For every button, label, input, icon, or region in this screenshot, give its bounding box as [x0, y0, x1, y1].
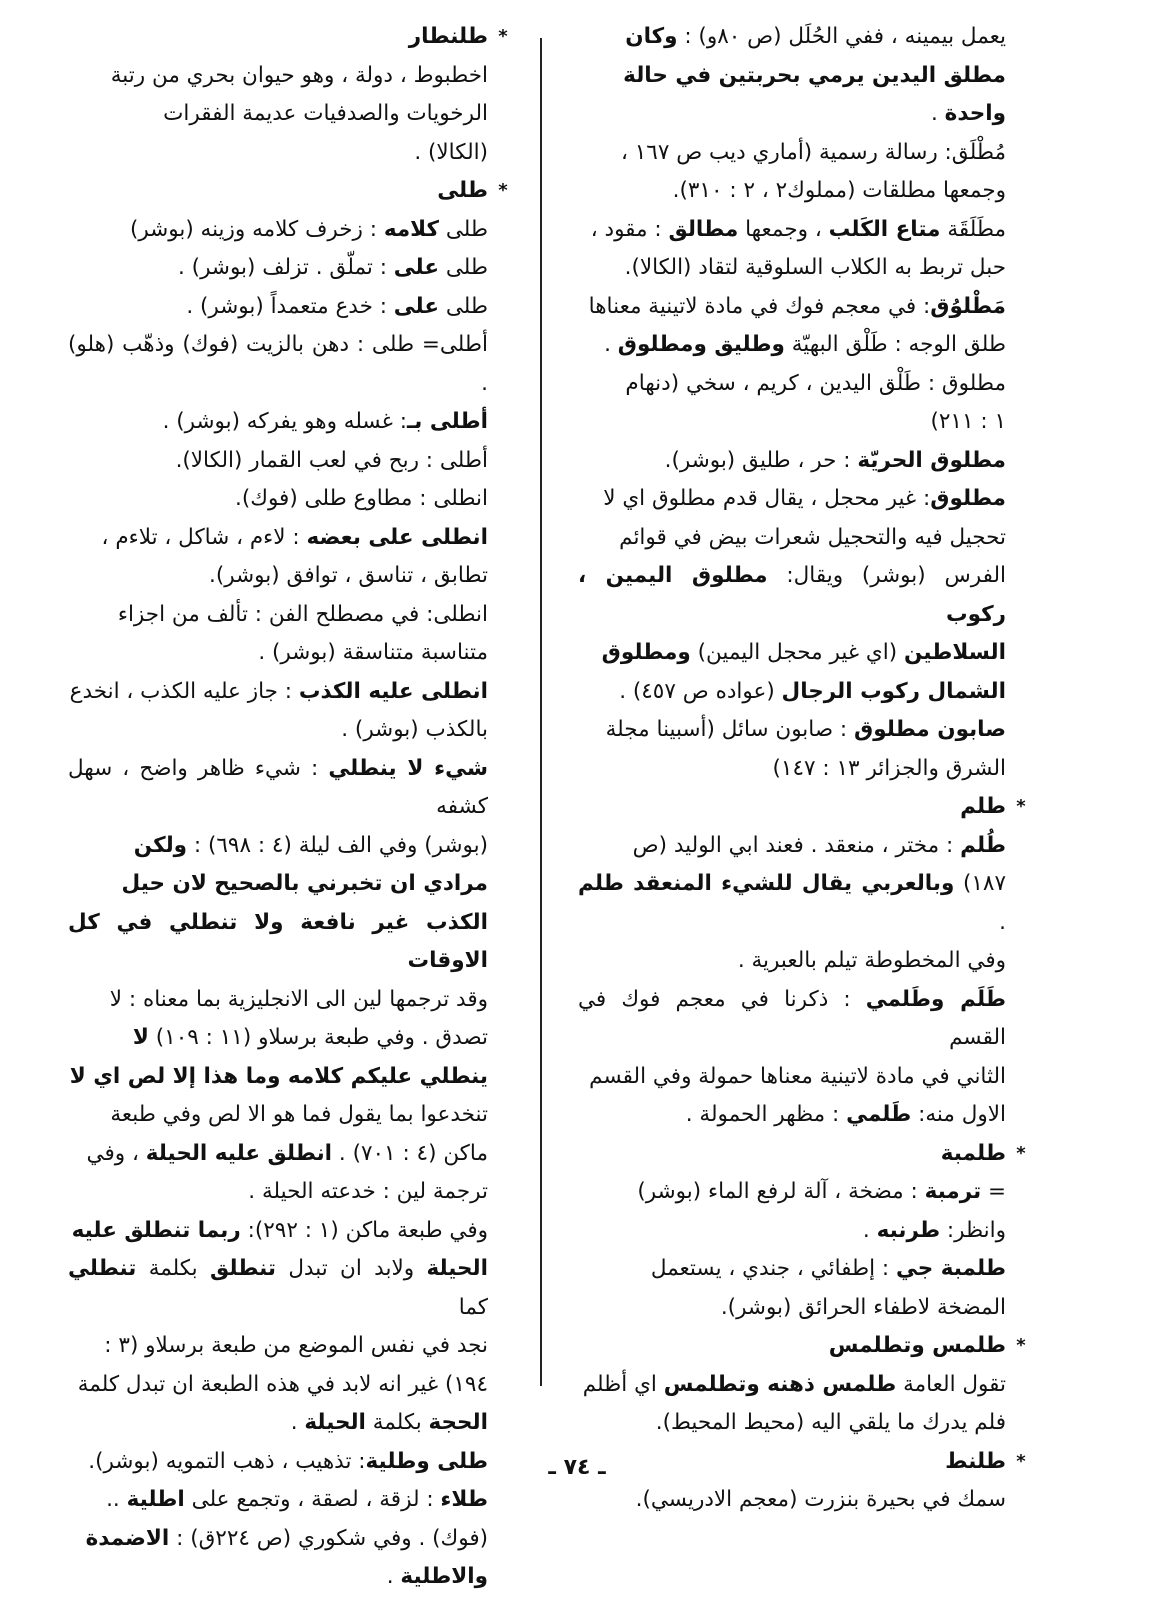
entry-line: والاطلية . — [386, 1564, 488, 1589]
entry-line: صابون مطلوق : صابون سائل (أسبينا مجلة — [605, 717, 1006, 742]
entry-line: طلى على : خدع متعمداً (بوشر) . — [186, 293, 488, 319]
asterisk-icon: * — [498, 26, 508, 47]
entry-line: سمك في بحيرة بنزرت (معجم الادريسي). — [635, 1487, 1006, 1512]
entry-line: أطلى= طلى : دهن بالزيت (فوك) وذهّب (هلو) . — [68, 332, 488, 396]
entry-headword — [578, 788, 1026, 827]
entry-line: ١ : ٢١١) — [930, 409, 1006, 434]
entry-line: = ترمبة : مضخة ، آلة لرفع الماء (بوشر) — [637, 1179, 1006, 1204]
entry-headword — [578, 1135, 1026, 1174]
left-column — [68, 18, 508, 1597]
entry-line: بالكذب (بوشر) . — [341, 717, 488, 742]
entry-line: تطابق ، تناسق ، توافق (بوشر). — [209, 563, 488, 588]
entry-line: المضخة لاطفاء الحرائق (بوشر). — [720, 1294, 1006, 1320]
entry-line: طلى وطلية: تذهيب ، ذهب التمويه (بوشر). — [88, 1448, 488, 1474]
entry-line: ينطلي عليكم كلامه وما هذا إلا لص اي لا — [69, 1063, 488, 1089]
entry-line: الفرس (بوشر) ويقال: مطلوق اليمين ، ركوب — [578, 563, 1006, 627]
column-divider — [540, 38, 542, 1386]
entry-line: حبل تربط به الكلاب السلوقية لتقاد (الكالا). — [624, 255, 1006, 280]
entry-line: السلاطين (اي غير محجل اليمين) ومطلوق — [601, 640, 1006, 665]
entry-line: ترجمة لين : خدعته الحيلة . — [248, 1179, 488, 1204]
asterisk-icon: * — [1016, 1335, 1026, 1356]
entry-line: الاول منه: طَلمي : مظهر الحمولة . — [685, 1102, 1006, 1127]
entry-headword — [578, 1327, 1026, 1366]
entry-line: طَلَم وطَلمي : ذكرنا في معجم فوك في القسم — [578, 986, 1006, 1050]
entry-line: أطلى : ربح في لعب القمار (الكالا). — [175, 447, 488, 473]
entry-line: مرادي ان تخبرني بالصحيح لان حيل — [121, 871, 488, 896]
entry-line: مطلق اليدين يرمي بحربتين في حالة — [623, 62, 1006, 88]
headword-text: طلى — [437, 178, 488, 203]
entry-line: يعمل بيمينه ، ففي الحُلَل (ص ٨٠و) : وكان — [625, 24, 1006, 49]
entry-line: انطلى : مطاوع طلى (فوك). — [235, 486, 488, 511]
page-number: ـ ٧٤ ـ — [548, 1455, 606, 1480]
entry-line: (فوك) . وفي شكوري (ص ٢٢٤ق) : الاضمدة — [85, 1525, 488, 1551]
asterisk-icon: * — [1016, 1142, 1026, 1164]
entry-headword — [68, 18, 508, 57]
entry-line: تصدق . وفي طبعة برسلاو (١١ : ١٠٩) لا — [132, 1025, 488, 1050]
entry-line: تحجيل فيه والتحجيل شعرات بيض في قوائم — [619, 524, 1006, 550]
entry-line: نجد في نفس الموضع من طبعة برسلاو (٣ : — [104, 1333, 488, 1358]
entry-line: تنخدعوا بما يقول فما هو الا لص وفي طبعة — [110, 1102, 488, 1127]
asterisk-icon: * — [1016, 796, 1026, 817]
entry-line: (بوشر) وفي الف ليلة (٤ : ٦٩٨) : ولكن — [133, 832, 488, 858]
entry-line: ١٨٧) وبالعربي يقال للشيء المنعقد طلم . — [578, 871, 1006, 935]
entry-line: انطلى عليه الكذب : جاز عليه الكذب ، انخدع — [69, 678, 488, 704]
entry-line: مَطْلوُق: في معجم فوك في مادة لاتينية معناها — [588, 293, 1006, 319]
entry-line: ١٩٤) غير انه لابد في هذه الطبعة ان تبدل كلمة — [77, 1371, 488, 1397]
entry-line: مطَلَقَة متاع الكَلب ، وجمعها مطالق : مقود ، — [590, 216, 1006, 242]
entry-line: أطلى بـ: غسله وهو يفركه (بوشر) . — [162, 409, 488, 434]
entry-line: طُلم : مختر ، منعقد . فعند ابي الوليد (ص — [632, 832, 1006, 858]
entry-line: مطلوق : طَلْق اليدين ، كريم ، سخي (دنهام — [625, 370, 1006, 396]
entry-line: وفي طبعة ماكن (١ : ٢٩٢): ربما تنطلق عليه — [71, 1217, 488, 1243]
asterisk-icon: * — [498, 180, 508, 201]
headword-text: طلمبة — [940, 1140, 1006, 1166]
entry-line: الرخويات والصدفيات عديمة الفقرات — [163, 101, 488, 126]
entry-line: وانظر: طرنبه . — [862, 1217, 1006, 1243]
entry-headword — [68, 172, 508, 211]
entry-line: مُطْلَق: رسالة رسمية (أماري ديب ص ١٦٧ ، — [620, 139, 1006, 165]
entry-line: ماكن (٤ : ٧٠١) . انطلق عليه الحيلة ، وفي — [86, 1140, 488, 1166]
entry-line: انطلى: في مصطلح الفن : تألف من اجزاء — [117, 601, 488, 627]
entry-line: الحجة بكلمة الحيلة . — [290, 1410, 488, 1435]
entry-line: طلاء : لزقة ، لصقة ، وتجمع على اطلية .. — [106, 1487, 488, 1512]
entry-line: الشمال ركوب الرجال (عواده ص ٤٥٧) . — [619, 678, 1006, 704]
entry-line: مطلوق الحريّة : حر ، طليق (بوشر). — [664, 447, 1006, 473]
entry-line: طلمبة جي : إطفائي ، جندي ، يستعمل — [650, 1256, 1006, 1281]
entry-line: اخطبوط ، دولة ، وهو حيوان بحري من رتبة — [110, 62, 488, 88]
entry-line: الحيلة ولابد ان تبدل تنطلق بكلمة تنطلي كما — [68, 1256, 488, 1320]
entry-line: طلق الوجه : طَلْق البهيّة وطليق ومطلوق . — [604, 332, 1006, 357]
entry-line: تقول العامة طلمس ذهنه وتطلمس اي أظلم — [582, 1371, 1006, 1397]
entry-line: الشرق والجزائر ١٣ : ١٤٧) — [772, 755, 1006, 781]
entry-line: (الكالا) . — [414, 139, 488, 165]
entry-line: واحدة . — [930, 101, 1006, 126]
entry-line: مطلوق: غير محجل ، يقال قدم مطلوق اي لا — [603, 486, 1006, 511]
entry-line: الكذب غير نافعة ولا تنطلي في كل الاوقات — [68, 909, 488, 973]
headword-text: طلمس وتطلمس — [828, 1333, 1006, 1358]
entry-line: شيء لا ينطلي : شيء ظاهر واضح ، سهل كشفه — [68, 755, 489, 819]
entry-line: وقد ترجمها لين الى الانجليزية بما معناه : لا — [109, 986, 488, 1012]
entry-line: انطلى على بعضه : لاءم ، شاكل ، تلاءم ، — [101, 524, 488, 550]
right-column — [578, 18, 1026, 1520]
entry-line: الثاني في مادة لاتينية معناها حمولة وفي القسم — [589, 1063, 1006, 1089]
entry-line: وفي المخطوطة تيلم بالعبرية . — [737, 948, 1006, 973]
headword-text: طلم — [960, 794, 1006, 819]
headword-text: طلنط — [945, 1448, 1006, 1474]
entry-line: طلى على : تملّق . تزلف (بوشر) . — [178, 255, 488, 280]
entry-line: طلى كلامه : زخرف كلامه وزينه (بوشر) — [129, 216, 488, 242]
headword-text: طلنطار — [408, 24, 488, 49]
entry-line: متناسبة متناسقة (بوشر) . — [258, 640, 488, 665]
entry-line: وجمعها مطلقات (مملوك٢ ، ٢ : ٣١٠). — [672, 178, 1006, 203]
asterisk-icon: * — [1016, 1450, 1026, 1472]
entry-line: فلم يدرك ما يلقي اليه (محيط المحيط). — [655, 1410, 1006, 1435]
